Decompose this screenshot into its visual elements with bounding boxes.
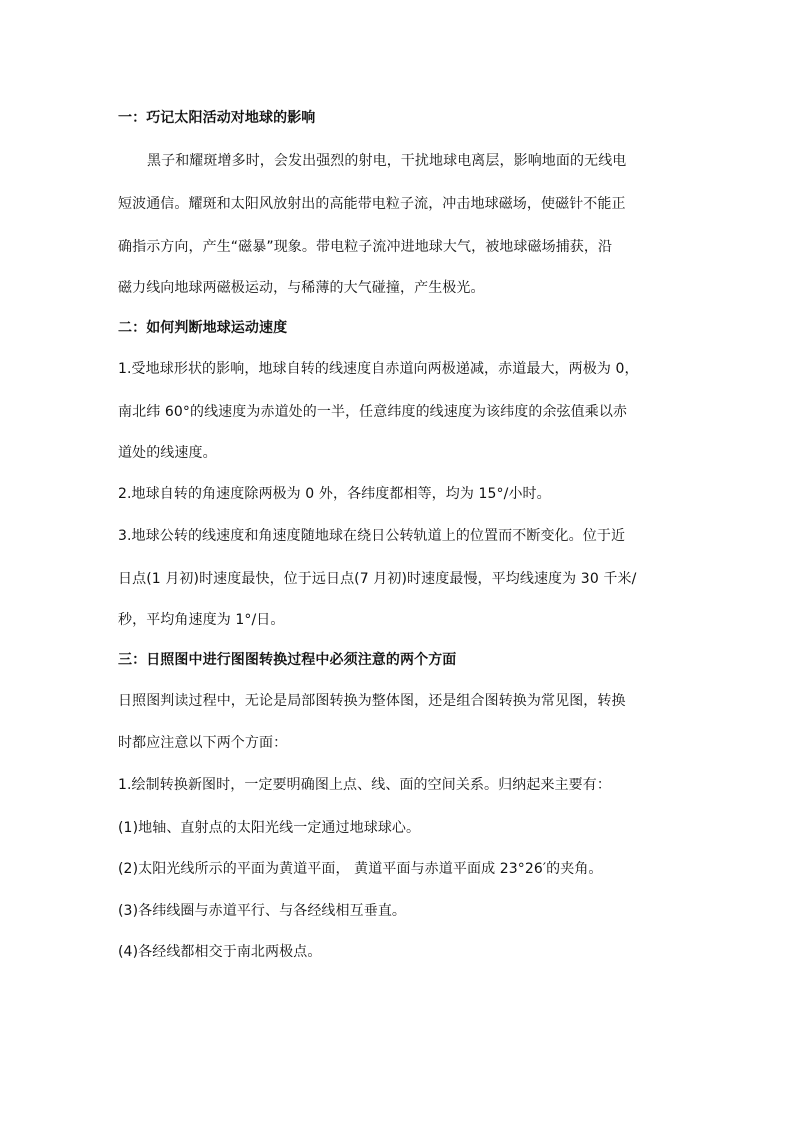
paragraph-line: 黑子和耀斑增多时，会发出强烈的射电，干扰地球电离层，影响地面的无线电 [147, 153, 627, 169]
paragraph-line: 1.绘制转换新图时，一定要明确图上点、线、面的空间关系。归纳起来主要有： [118, 777, 611, 793]
paragraph-line: 秒，平均角速度为 1°/日。 [118, 612, 285, 628]
paragraph-line: 1.受地球形状的影响，地球自转的线速度自赤道向两极递减，赤道最大，两极为 0， [118, 361, 639, 377]
section2-heading: 二：如何判断地球运动速度 [118, 320, 288, 336]
paragraph-line: (4)各经线都相交于南北两极点。 [118, 944, 322, 960]
paragraph-line: 短波通信。耀斑和太阳风放射出的高能带电粒子流，冲击地球磁场，使磁针不能正 [118, 196, 626, 212]
paragraph-line: (3)各纬线圈与赤道平行、与各经线相互垂直。 [118, 903, 407, 919]
paragraph-line: 道处的线速度。 [118, 445, 217, 461]
paragraph-line: 时都应注意以下两个方面： [118, 735, 288, 751]
paragraph-line: 确指示方向，产生“磁暴”现象。带电粒子流冲进地球大气，被地球磁场捕获，沿 [118, 239, 613, 255]
paragraph-line: (2)太阳光线所示的平面为黄道平面， 黄道平面与赤道平面成 23°26′的夹角。 [118, 861, 603, 877]
paragraph-line: 3.地球公转的线速度和角速度随地球在绕日公转轨道上的位置而不断变化。位于近 [118, 528, 626, 544]
paragraph-line: 2.地球自转的角速度除两极为 0 外，各纬度都相等，均为 15°/小时。 [118, 486, 551, 502]
paragraph-line: 日照图判读过程中，无论是局部图转换为整体图，还是组合图转换为常见图，转换 [118, 693, 626, 709]
paragraph-line: 磁力线向地球两磁极运动，与稀薄的大气碰撞，产生极光。 [118, 280, 485, 296]
paragraph-line: (1)地轴、直射点的太阳光线一定通过地球球心。 [118, 820, 421, 836]
section3-heading: 三：日照图中进行图图转换过程中必须注意的两个方面 [118, 652, 457, 668]
section1-heading: 一：巧记太阳活动对地球的影响 [118, 110, 316, 126]
paragraph-line: 南北纬 60°的线速度为赤道处的一半，任意纬度的线速度为该纬度的余弦值乘以赤 [118, 404, 628, 420]
paragraph-line: 日点(1 月初)时速度最快，位于远日点(7 月初)时速度最慢，平均线速度为 30 千米/ [118, 571, 637, 587]
